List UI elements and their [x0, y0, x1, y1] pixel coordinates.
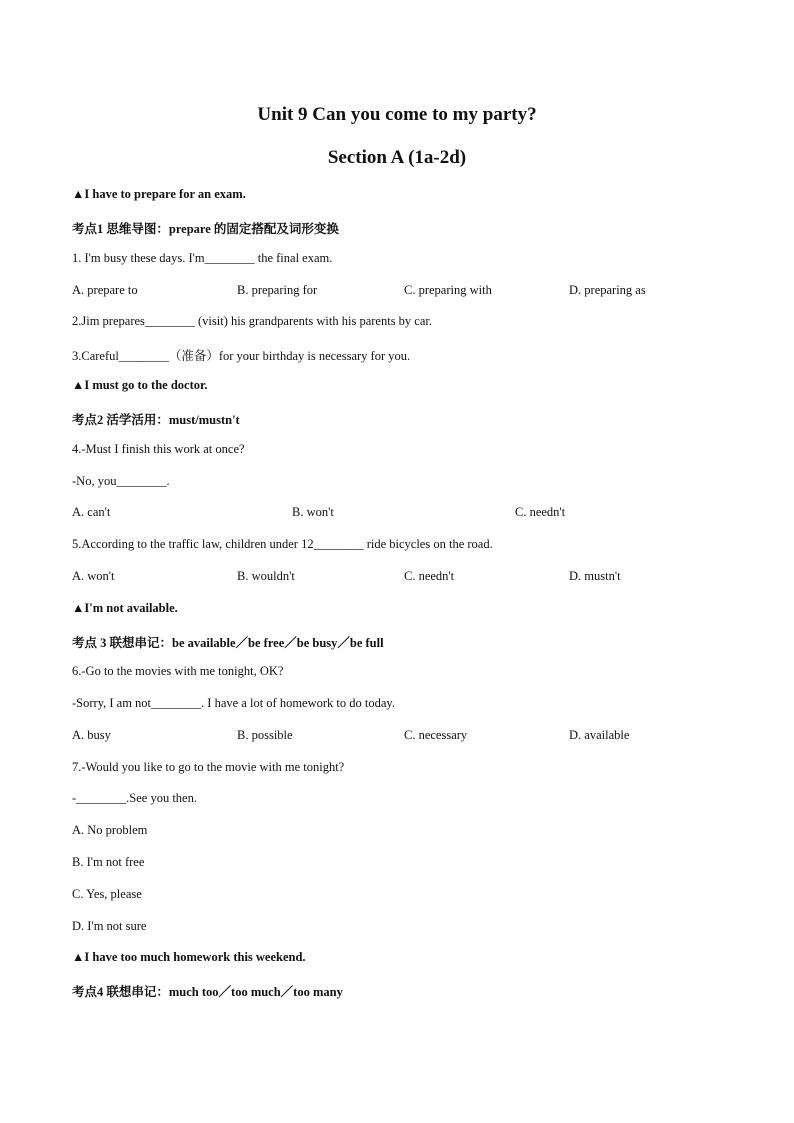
- sentence-heading-4: ▲I have too much homework this weekend.: [72, 950, 306, 964]
- sentence-heading-3: ▲I'm not available.: [72, 601, 178, 615]
- question-7-option-b: B. I'm not free: [72, 855, 145, 869]
- question-4-response: -No, you________.: [72, 474, 170, 488]
- key-point-2: 考点2 活学活用：must/mustn't: [72, 413, 240, 427]
- option-c: C. necessary: [404, 728, 468, 742]
- option-a: A. won't: [72, 569, 115, 583]
- option-a: A. can't: [72, 505, 111, 519]
- question-7-option-d: D. I'm not sure: [72, 919, 147, 933]
- key-point-1: 考点1 思维导图：prepare 的固定搭配及词形变换: [72, 222, 339, 236]
- question-6-options: [72, 728, 722, 746]
- question-5: 5.According to the traffic law, children under 12________ ride bicycles on the road.: [72, 537, 493, 551]
- option-b: B. preparing for: [237, 283, 318, 297]
- option-c: C. needn't: [515, 505, 566, 519]
- option-d: D. mustn't: [569, 569, 621, 583]
- question-5-options: [72, 569, 722, 587]
- question-7-response: -________.See you then.: [72, 791, 197, 805]
- option-a: A. busy: [72, 728, 111, 742]
- question-2: 2.Jim prepares________ (visit) his grandparents with his parents by car.: [72, 314, 432, 328]
- question-7: 7.-Would you like to go to the movie with me tonight?: [72, 760, 345, 774]
- question-6-response: -Sorry, I am not________. I have a lot of homework to do today.: [72, 696, 395, 710]
- option-c: C. preparing with: [404, 283, 492, 297]
- option-c: C. needn't: [404, 569, 455, 583]
- option-b: B. possible: [237, 728, 293, 742]
- key-point-4: 考点4 联想串记：much too／too much／too many: [72, 985, 343, 999]
- option-b: B. won't: [292, 505, 334, 519]
- question-1-options: [72, 283, 722, 301]
- question-4: 4.-Must I finish this work at once?: [72, 442, 245, 456]
- sentence-heading-2: ▲I must go to the doctor.: [72, 378, 208, 392]
- question-7-option-c: C. Yes, please: [72, 887, 142, 901]
- option-d: D. available: [569, 728, 630, 742]
- page-title: Unit 9 Can you come to my party?: [257, 104, 537, 125]
- option-a: A. prepare to: [72, 283, 138, 297]
- question-7-option-a: A. No problem: [72, 823, 148, 837]
- question-1: 1. I'm busy these days. I'm________ the final exam.: [72, 251, 333, 265]
- section-title: Section A (1a-2d): [327, 147, 467, 168]
- key-point-3: 考点 3 联想串记：be available／be free／be busy／be full: [72, 636, 384, 650]
- question-4-options: [72, 505, 722, 523]
- sentence-heading-1: ▲I have to prepare for an exam.: [72, 187, 246, 201]
- question-3: 3.Careful________（准备）for your birthday is necessary for you.: [72, 349, 411, 363]
- option-d: D. preparing as: [569, 283, 646, 297]
- option-b: B. wouldn't: [237, 569, 295, 583]
- question-6: 6.-Go to the movies with me tonight, OK?: [72, 664, 284, 678]
